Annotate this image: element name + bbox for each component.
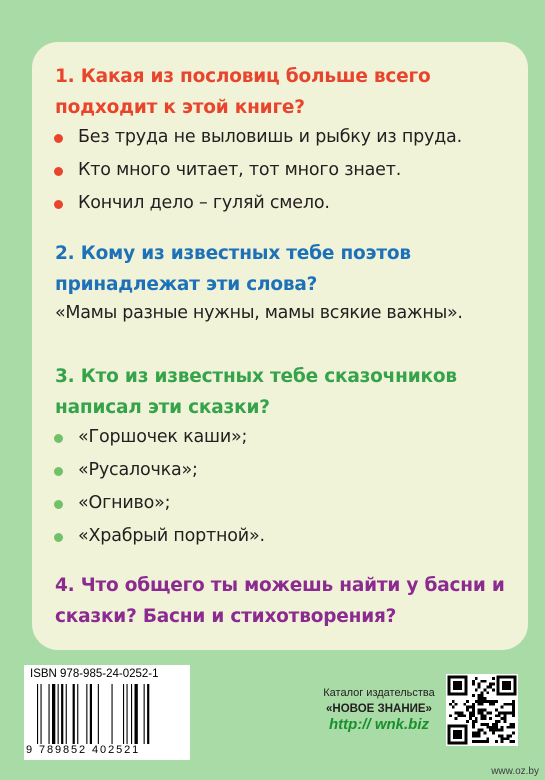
- question-1-list: [52, 121, 522, 220]
- barcode: [24, 665, 190, 760]
- question-4-title: 4. Что общего ты можешь найти у басни и сказки? Басни и стихотворения?: [55, 575, 505, 627]
- bullet-icon: [54, 200, 63, 209]
- question-3-list: [52, 421, 522, 553]
- list-item: Кончил дело – гуляй смело.: [52, 187, 522, 220]
- list-item: «Храбрый портной».: [52, 520, 522, 553]
- bullet-icon: [54, 467, 63, 476]
- list-item: Кто много читает, тот много знает.: [52, 154, 522, 187]
- question-2-title: 2. Кому из известных тебе поэтов принадлежат эти слова?: [55, 243, 411, 295]
- catalog-label: Каталог издательства: [323, 687, 435, 699]
- bullet-icon: [54, 500, 63, 509]
- list-item: Без труда не выловишь и рыбку из пруда.: [52, 121, 522, 154]
- barcode-bars: [37, 684, 183, 744]
- watermark: www.oz.by: [491, 766, 539, 777]
- publisher-name: «НОВОЕ ЗНАНИЕ»: [326, 703, 432, 715]
- publisher-catalog: [318, 685, 440, 733]
- bullet-icon: [54, 533, 63, 542]
- isbn-label: ISBN 978-985-24-0252-1: [30, 668, 159, 680]
- bullet-icon: [54, 167, 63, 176]
- question-2-quote: «Мамы разные нужны, мамы всякие важны».: [55, 303, 463, 323]
- list-item: «Огниво»;: [52, 487, 522, 520]
- bullet-icon: [54, 134, 63, 143]
- bullet-icon: [54, 434, 63, 443]
- qr-code-icon[interactable]: [446, 674, 518, 746]
- question-1-title: 1. Какая из пословиц больше всего подходит к этой книге?: [55, 66, 431, 118]
- barcode-digits: 9 789852 402521: [26, 744, 141, 756]
- list-item: «Горшочек каши»;: [52, 421, 522, 454]
- question-3-title: 3. Кто из известных тебе сказочников написал эти сказки?: [55, 366, 457, 418]
- publisher-url[interactable]: http:// wnk.biz: [329, 716, 429, 733]
- list-item: «Русалочка»;: [52, 454, 522, 487]
